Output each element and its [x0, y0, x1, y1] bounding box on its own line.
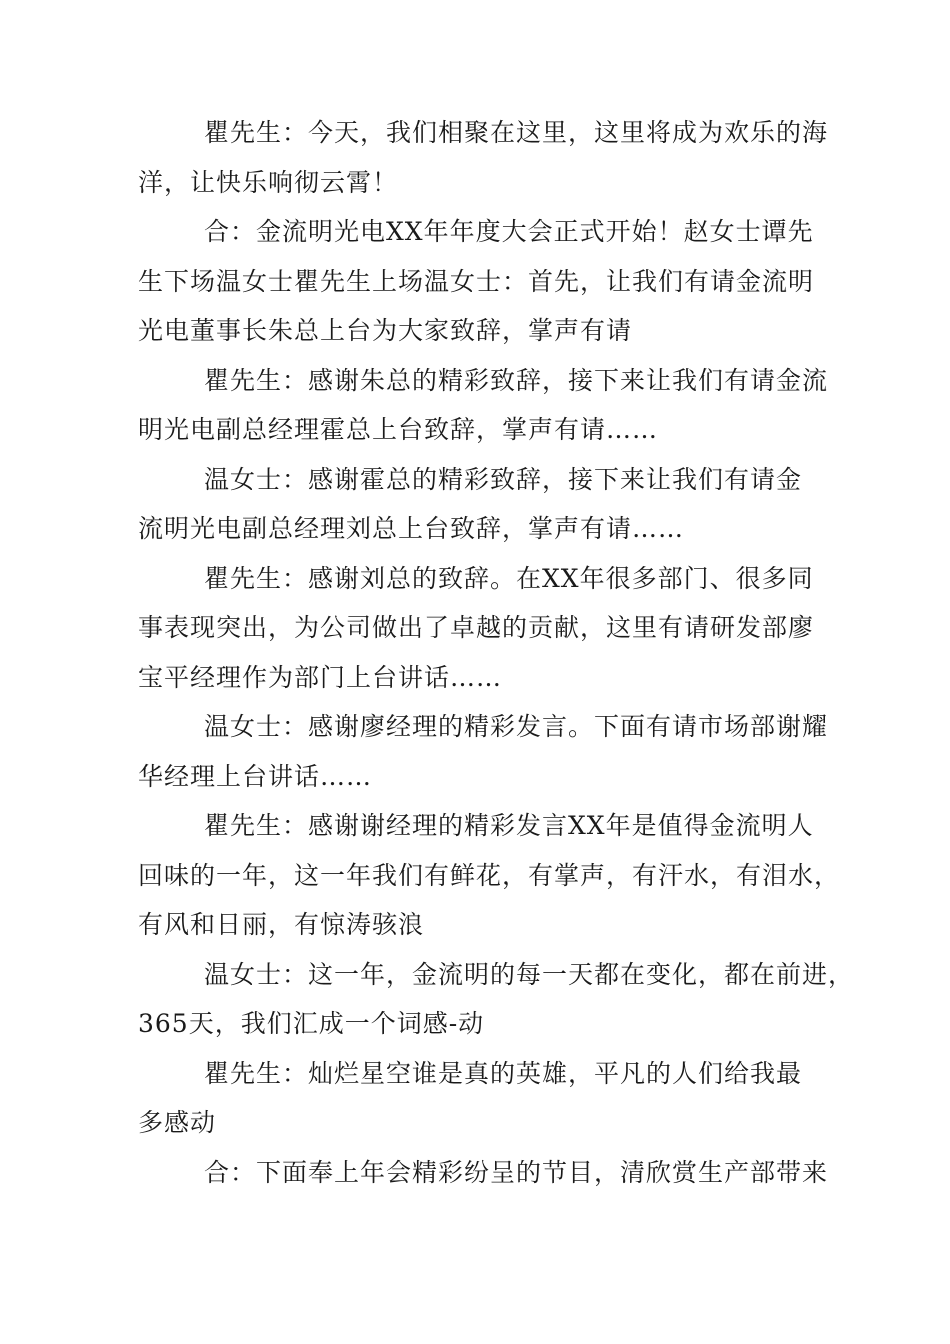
text-line: 明光电副总经理霍总上台致辞，掌声有请…… — [138, 415, 659, 444]
text-line: 回味的一年，这一年我们有鲜花，有掌声，有汗水，有泪水， — [138, 860, 841, 890]
text-line: 温女士：感谢霍总的精彩致辞，接下来让我们有请金 — [204, 464, 803, 494]
paragraph — [138, 356, 838, 455]
paragraph — [138, 554, 838, 703]
text-line: 瞿先生：感谢谢经理的精彩发言XX年是值得金流明人 — [204, 811, 814, 840]
paragraph — [138, 950, 855, 1049]
paragraph — [138, 207, 838, 356]
text-line: 洋，让快乐响彻云霄！ — [138, 167, 399, 197]
text-line: 多感动 — [138, 1108, 217, 1137]
paragraph — [138, 455, 838, 554]
text-line: 事表现突出，为公司做出了卓越的贡献，这里有请研发部廖 — [138, 613, 815, 642]
text-line: 瞿先生：感谢刘总的致辞。在XX年很多部门、很多同 — [204, 563, 814, 593]
document-body — [138, 108, 855, 1197]
paragraph — [138, 1049, 838, 1148]
text-line: 瞿先生：感谢朱总的精彩致辞，接下来让我们有请金流 — [204, 365, 829, 395]
text-line: 流明光电副总经理刘总上台致辞，掌声有请…… — [138, 514, 685, 543]
text-line: 瞿先生：今天，我们相聚在这里，这里将成为欢乐的海 — [204, 118, 829, 147]
paragraph — [138, 1148, 838, 1198]
text-line: 光电董事长朱总上台为大家致辞，掌声有请 — [138, 316, 633, 345]
text-line: 温女士：感谢廖经理的精彩发言。下面有请市场部谢耀 — [204, 712, 829, 741]
text-line: 365天，我们汇成一个词感-动 — [138, 1009, 485, 1038]
text-line: 宝平经理作为部门上台讲话…… — [138, 662, 503, 692]
paragraph — [138, 801, 841, 950]
text-line: 华经理上台讲话…… — [138, 761, 373, 791]
text-line: 有风和日丽，有惊涛骇浪 — [138, 910, 425, 939]
text-line: 合：金流明光电XX年年度大会正式开始！赵女士谭先 — [204, 217, 814, 246]
text-line: 生下场温女士瞿先生上场温女士：首先，让我们有请金流明 — [138, 266, 815, 296]
text-line: 合：下面奉上年会精彩纷呈的节目，清欣赏生产部带来 — [204, 1157, 829, 1187]
text-line: 瞿先生：灿烂星空谁是真的英雄，平凡的人们给我最 — [204, 1058, 803, 1088]
paragraph — [138, 108, 838, 207]
text-line: 温女士：这一年，金流明的每一天都在变化，都在前进， — [204, 959, 855, 989]
paragraph — [138, 702, 838, 801]
